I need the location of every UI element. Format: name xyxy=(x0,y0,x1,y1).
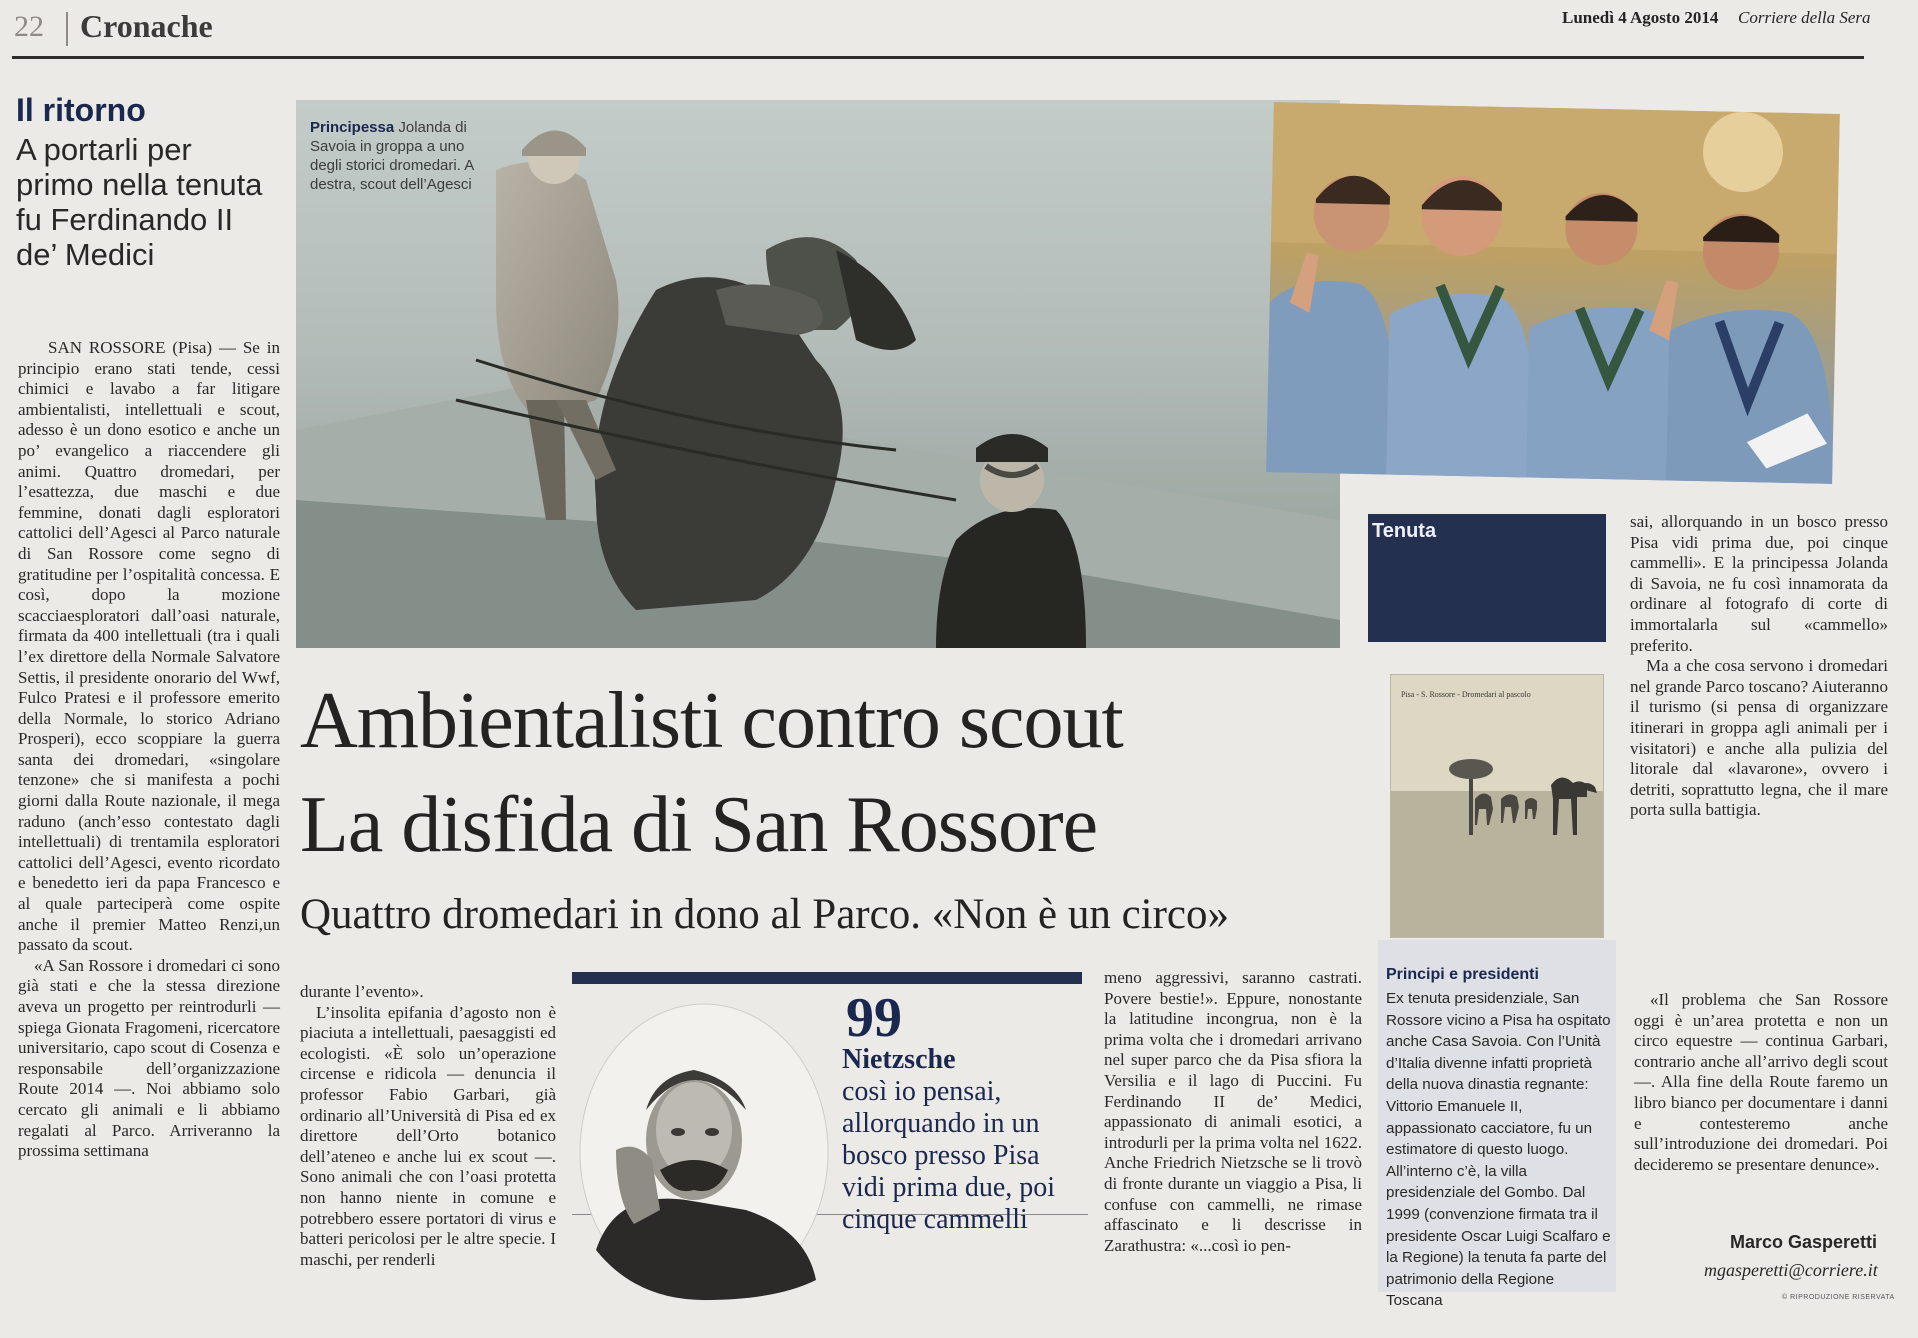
body-paragraph: SAN ROSSORE (Pisa) — Se in principio erano stati tende, cessi chimici e lavabo a far litigare ambientalisti, intellettuali e scout, adesso è un dono esotico e anche un po’ evangelico a riaccendere gli animi. Quattro dromedari, per l’esattezza, due maschi e due femmine, donati dagli esploratori cattolici dell’Agesci al Parco naturale di San Rossore come segno di gratitudine per l’ospitalità concessa. E così, dopo la mozione scacciaesploratori dall’oasi naturale, firmata da 400 intellettuali (tra i quali l’ex direttore della Normale Salvatore Settis, il presidente onorario del Wwf, Fulco Pratesi e il professore emerito della Normale, lo storico Adriano Prosperi), ecco scoppiare la guerra santa dei dromedari, «singolare tenzone» che si manifesta a pochi giorni dalla Route nazionale, il mega raduno (anch’esso contestato dagli intellettuali) di trentamila esploratori cattolici dell’Agesci, evento ricordato e benedetto ieri da papa Francesco e al quale parteciperà come ospite anche il premier Matteo Renzi,un passato da scout. xyxy=(18,338,280,955)
author-email[interactable]: mgasperetti@corriere.it xyxy=(1704,1260,1878,1280)
body-column-2 xyxy=(300,982,556,1270)
body-paragraph: Ma a che cosa servono i dromedari nel grande Parco toscano? Aiuteranno il turismo (si pensa di organizzare itinerari in groppa agli animali per i visitatori) e anche alla pulizia del litorale dal «lavarone», ovvero i detriti, soprattutto legna, che il mare porta sulla battigia. xyxy=(1630,656,1888,820)
body-column-5 xyxy=(1634,990,1888,1175)
body-column-4 xyxy=(1630,512,1888,821)
sidebar-title: Principi e presidenti xyxy=(1386,966,1539,983)
postcard-illustration xyxy=(1391,675,1603,937)
sidebar-text: Ex tenuta presidenziale, San Rossore vicino a Pisa ha ospitato anche Casa Savoia. Con l’Unità d’Italia divenne infatti proprietà della nuova dinastia regnante: Vittorio Emanuele II, appassionato cacciatore, fu un estimatore di questo luogo. All’interno c’è, la villa presidenziale del Gombo. Dal 1999 (convenzione firmata tra il presidente Oscar Luigi Scalfaro e la Regione) la tenuta fa parte del patrimonio della Regione Toscana xyxy=(1386,990,1611,1310)
body-paragraph: L’insolita epifania d’agosto non è piaciuta a intellettuali, paesaggisti ed ecologisti. «È solo un’operazione circense e ridicola — denuncia il professor Fabio Garbari, già ordinario all’Università di Pisa ed ex direttore dell’Orto botanico dell’ateneo e anche lui ex scout —. Sono animali che con l’oasi protetta non hanno niente in comune e potrebbero essere portatori di virus e batteri pericolosi per le altre specie. I maschi, per renderli xyxy=(300,1002,556,1269)
body-paragraph: durante l’evento». xyxy=(300,982,424,1001)
postcard-caption: Pisa - S. Rossore - Dromedari al pascolo xyxy=(1401,690,1531,699)
nietzsche-portrait xyxy=(576,1000,832,1304)
scouts-photo xyxy=(1266,102,1840,484)
quote-text: così io pensai, allorquando in un bosco presso Pisa vidi prima due, poi cinque cammelli xyxy=(842,1076,1056,1235)
caption-bold: Principessa xyxy=(310,119,395,136)
photo-caption xyxy=(310,118,490,194)
scouts-illustration xyxy=(1266,102,1840,484)
issue-date: Lunedì 4 Agosto 2014 xyxy=(1562,8,1719,27)
body-paragraph: «Il problema che San Rossore oggi è un’area protetta e non un circo equestre — continua Garbari, contrario anche all’arrivo degli scout —. Alla fine della Route faremo un libro bianco per documentare i danni e contesteremo anche sull’introduzione dei dromedari. Poi decideremo se presentare denunce». xyxy=(1634,990,1888,1174)
body-column-1 xyxy=(18,338,280,1162)
quote-mark-icon: 99 xyxy=(846,987,902,1049)
kicker-text: A portarli per primo nella tenuta fu Ferdinando II de’ Medici xyxy=(16,132,263,272)
body-column-3 xyxy=(1104,968,1362,1256)
sidebar-label: Tenuta xyxy=(1372,520,1437,542)
subheadline: Quattro dromedari in dono al Parco. «Non è un circo» xyxy=(300,891,1230,938)
header-separator xyxy=(66,12,68,46)
body-paragraph: «A San Rossore i dromedari ci sono già stati e che la stessa direzione aveva un progetto per reintrodurli — spiega Gionata Fragomeni, ricercatore universitario, capo scout di Cosenza e responsabile dell’organizzazione Route 2014 —. Noi abbiamo solo cercato gli animali e li abbiamo regalati al Parco. Arriveranno la prossima settimana xyxy=(18,955,280,1161)
newspaper-name: Corriere della Sera xyxy=(1738,8,1871,27)
quote-top-rule xyxy=(572,972,1082,984)
header-rule xyxy=(12,56,1864,59)
page-number: 22 xyxy=(14,10,44,43)
nietzsche-portrait-illustration xyxy=(576,1000,832,1304)
caption-text: Jolanda di Savoia in groppa a uno degli storici dromedari. A destra, scout dell’Agesci xyxy=(310,119,474,193)
section-title: Cronache xyxy=(80,8,213,44)
headline-line-1: Ambientalisti contro scout xyxy=(300,677,1123,765)
postcard-photo xyxy=(1390,674,1604,938)
quote-speaker: Nietzsche xyxy=(842,1044,956,1075)
author-byline: Marco Gasperetti xyxy=(1730,1232,1878,1252)
headline-line-2: La disfida di San Rossore xyxy=(300,781,1098,869)
kicker-label: Il ritorno xyxy=(16,92,146,128)
body-paragraph: sai, allorquando in un bosco presso Pisa vidi prima due, poi cinque cammelli». E la principessa Jolanda di Savoia, ne fu così innamorata da ordinare al fotografo di corte di immortalarla sul «cammello» preferito. xyxy=(1630,512,1888,655)
rights-notice: © RIPRODUZIONE RISERVATA xyxy=(1782,1294,1895,1301)
body-paragraph: meno aggressivi, saranno castrati. Povere bestie!». Eppure, nonostante la latitudine incongrua, non è la prima volta che i dromedari arrivano nel super parco che da Pisa sfiora la Versilia e il lago di Puccini. Fu Ferdinando II de’ Medici, appassionato di animali esotici, a introdurli per la prima volta nel 1622. Anche Friedrich Nietzsche se li trovò di fronte durante un viaggio a Pisa, li confuse con cammelli, ne rimase affascinato e li descrisse in Zarathustra: «...così io pen- xyxy=(1104,968,1362,1255)
